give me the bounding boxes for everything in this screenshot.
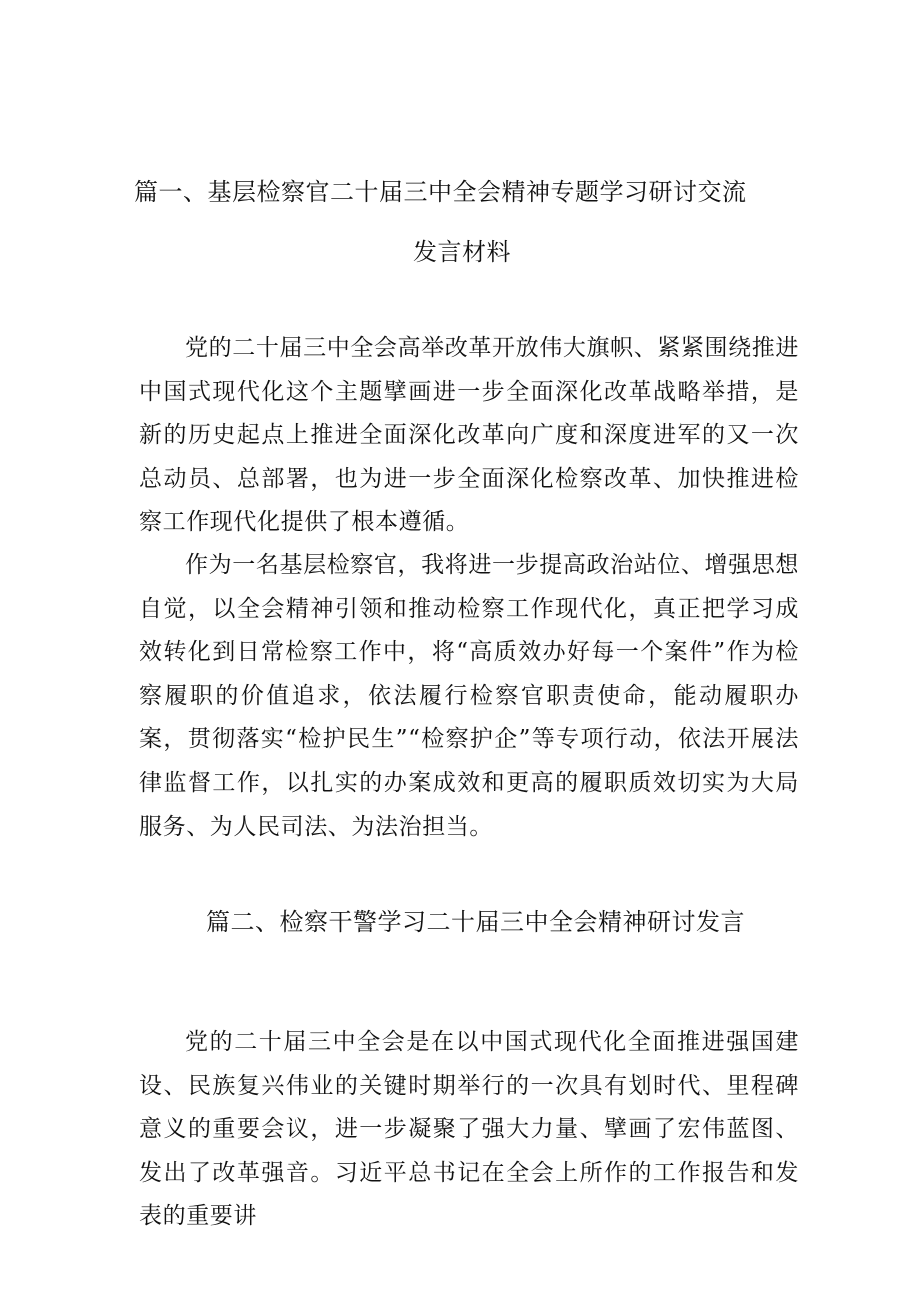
section-1-title-line-2: 发言材料 <box>413 238 511 266</box>
section-2-title: 篇二、检察干警学习二十届三中全会精神研讨发言 <box>206 908 745 936</box>
section-2-paragraph-1: 党的二十届三中全会是在以中国式现代化全面推进强国建设、民族复兴伟业的关键时期举行的一次具有划时代、里程碑意义的重要会议，进一步凝聚了强大力量、擘画了宏伟蓝图、发出了改革强音。习近平总书记在全会上所作的工作报告和发表的重要讲 <box>139 1029 799 1230</box>
section-1-paragraph-1: 党的二十届三中全会高举改革开放伟大旗帜、紧紧围绕推进中国式现代化这个主题擘画进一步全面深化改革战略举措，是新的历史起点上推进全面深化改革向广度和深度进军的又一次总动员、总部署，也为进一步全面深化检察改革、加快推进检察工作现代化提供了根本遵循。 <box>139 335 799 536</box>
section-1-paragraph-2: 作为一名基层检察官，我将进一步提高政治站位、增强思想自觉，以全会精神引领和推动检察工作现代化，真正把学习成效转化到日常检察工作中，将“高质效办好每一个案件”作为检察履职的价值追求，依法履行检察官职责使命，能动履职办案，贯彻落实“检护民生”“检察护企”等专项行动，依法开展法律监督工作，以扎实的办案成效和更高的履职质效切实为大局服务、为人民司法、为法治担当。 <box>139 552 799 840</box>
section-1-title-line-1: 篇一、基层检察官二十届三中全会精神专题学习研讨交流 <box>134 178 747 206</box>
